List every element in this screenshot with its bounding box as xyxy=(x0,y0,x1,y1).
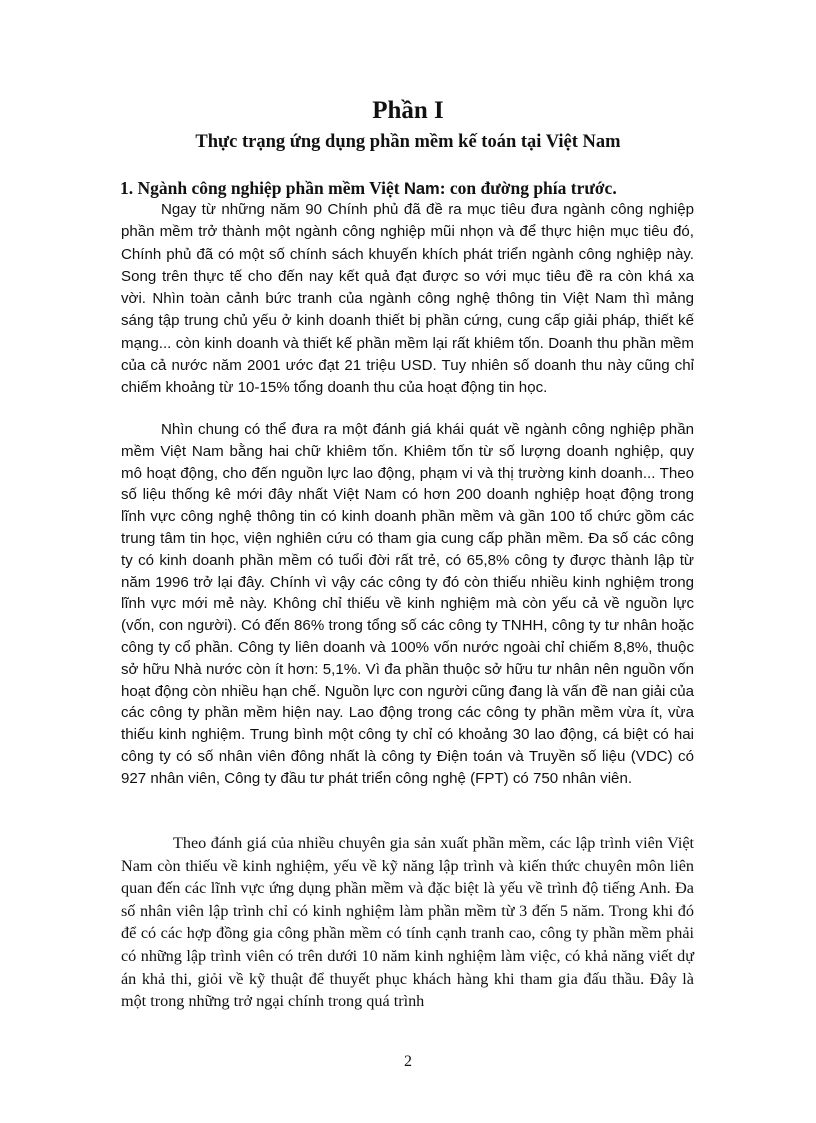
page-number: 2 xyxy=(404,1053,412,1070)
body-paragraph-1: Ngay từ những năm 90 Chính phủ đã đề ra mục tiêu đưa ngành công nghiệp phần mềm trở thành một ngành công nghiệp mũi nhọn và để thực hiện mục tiêu đó, Chính phủ đã có một số chính sách khuyến khích phát triển ngành công nghiệp này. Song trên thực tế cho đến nay kết quả đạt được so với mục tiêu đề ra còn khá xa vời. Nhìn toàn cảnh bức tranh của ngành công nghệ thông tin Việt Nam thì mảng sáng tập trung chủ yếu ở kinh doanh thiết bị phần cứng, cung cấp giải pháp, thiết kế mạng... còn kinh doanh và thiết kế phần mềm lại rất khiêm tốn. Doanh thu phần mềm của cả nước năm 2001 ước đạt 21 triệu USD. Tuy nhiên số doanh thu này cũng chỉ chiếm khoảng từ 10-15% tổng doanh thu của hoạt động tin học. xyxy=(121,201,694,397)
chapter-subtitle: Thực trạng ứng dụng phần mềm kế toán tại Việt Nam xyxy=(195,132,621,152)
section-heading xyxy=(120,178,617,199)
part-title: Phần I xyxy=(372,97,444,124)
section-heading-prefix: 1. Ngành công nghiệp phần mềm Việt xyxy=(120,178,404,198)
section-heading-emphasis: Nam xyxy=(403,180,440,198)
body-paragraph-3: Theo đánh giá của nhiều chuyên gia sản xuất phần mềm, các lập trình viên Việt Nam còn thiếu về kinh nghiệm, yếu về kỹ năng lập trình và kiến thức chuyên môn liên quan đến các lĩnh vực ứng dụng phần mềm và đặc biệt là yếu về trình độ tiếng Anh. Đa số nhân viên lập trình chỉ có kinh nghiệm làm phần mềm từ 3 đến 5 năm. Trong khi đó để có các hợp đồng gia công phần mềm có tính cạnh tranh cao, công ty phần mềm phải có những lập trình viên có trên dưới 10 năm kinh nghiệm làm việc, có khả năng viết dự án khả thi, giỏi về kỹ thuật để thuyết phục khách hàng khi tham gia đấu thầu. Đây là một trong những trở ngại chính trong quá trình xyxy=(121,834,694,1011)
body-paragraph-2: Nhìn chung có thể đưa ra một đánh giá khái quát về ngành công nghiệp phần mềm Việt Nam bằng hai chữ khiêm tốn. Khiêm tốn từ số lượng doanh nghiệp, quy mô hoạt động, cho đến nguồn lực lao động, phạm vi và thị trường kinh doanh... Theo số liệu thống kê mới đây nhất Việt Nam có hơn 200 doanh nghiệp hoạt động trong lĩnh vực công nghệ thông tin có kinh doanh phần mềm và gần 100 tổ chức gồm các trung tâm tin học, viện nghiên cứu có tham gia cung cấp phần mềm. Đa số các công ty có kinh doanh phần mềm có tuổi đời rất trẻ, có 65,8% công ty được thành lập từ năm 1996 trở lại đây. Chính vì vậy các công ty đó còn thiếu nhiều kinh nghiệm trong lĩnh vực mới mẻ này. Không chỉ thiếu về kinh nghiệm mà còn yếu cả về nguồn lực (vốn, con người). Có đến 86% trong tổng số các công ty TNHH, công ty tư nhân hoặc công ty cổ phần. Công ty liên doanh và 100% vốn nước ngoài chỉ chiếm 8,8%, thuộc sở hữu Nhà nước còn ít hơn: 5,1%. Vì đa phần thuộc sở hữu tư nhân nên nguồn vốn hoạt động còn nhiều hạn chế. Nguồn lực con người cũng đang là vấn đề nan giải của các công ty phần mềm hiện nay. Lao động trong các công ty phần mềm vừa ít, vừa thiếu kinh nghiệm. Trung bình một công ty chỉ có khoảng 30 lao động, cá biệt có hai công ty có số nhân viên đông nhất là công ty Điện toán và Truyền số liệu (VDC) có 927 nhân viên, Công ty đầu tư phát triển công nghệ (FPT) có 750 nhân viên. xyxy=(121,421,694,787)
section-heading-suffix: : con đường phía trước. xyxy=(439,178,617,198)
